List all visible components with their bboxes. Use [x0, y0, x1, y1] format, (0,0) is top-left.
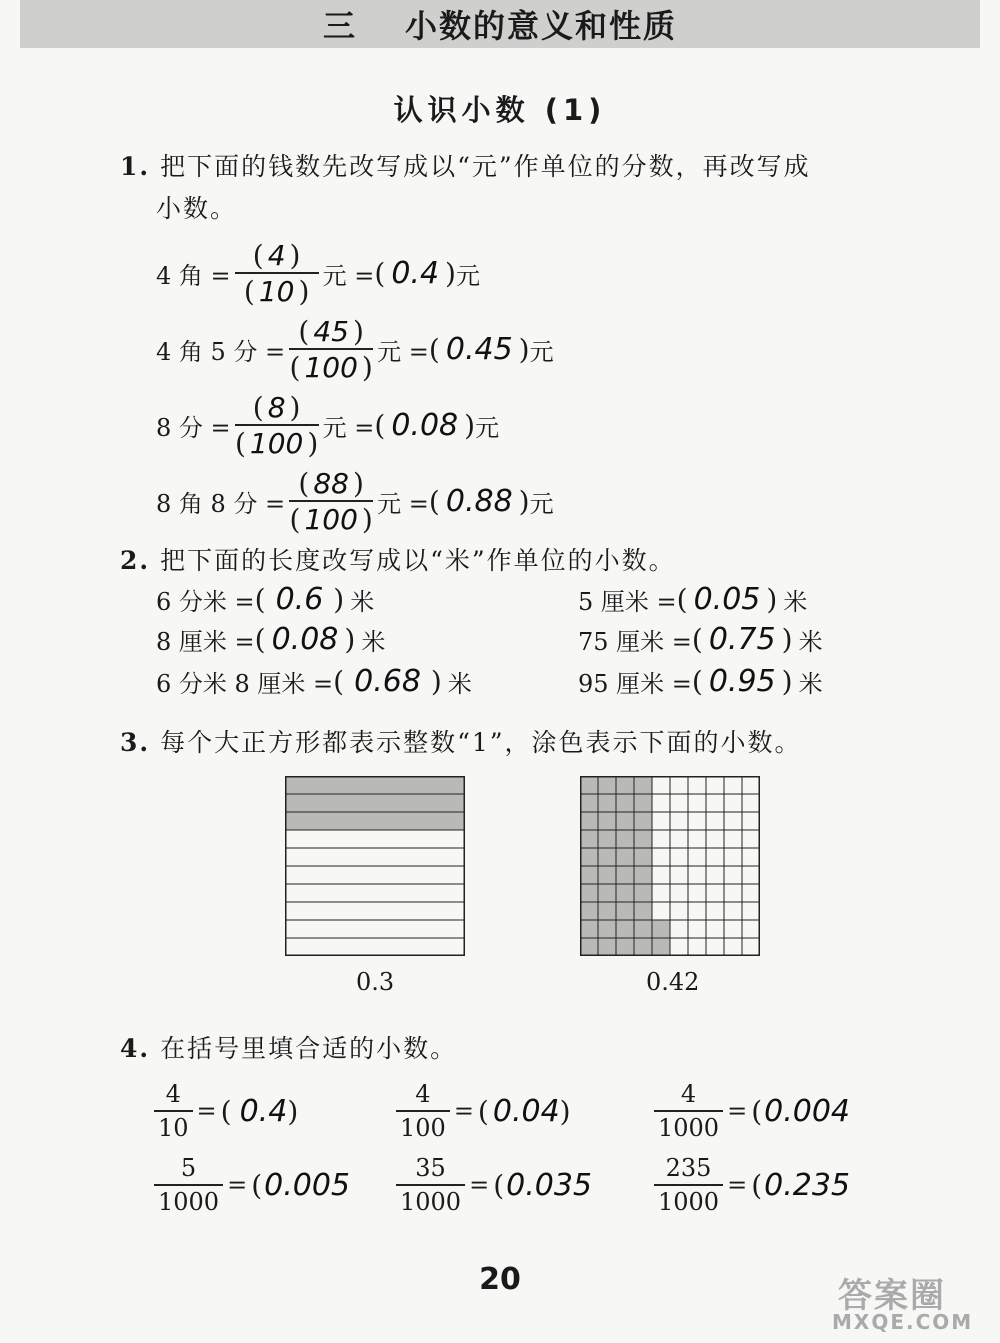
q1-numerator-answer: 45	[313, 314, 349, 348]
q2-answer: 0.08	[271, 622, 339, 657]
q4-fraction-numerator: 5	[180, 1154, 197, 1182]
q1-yuan-label: 元 =	[377, 337, 429, 366]
q4-fraction-denominator: 1000	[658, 1114, 720, 1142]
q4-item: 4 100 = ( 0.04 )	[398, 1080, 571, 1142]
q2-answer: 0.75	[708, 622, 776, 657]
tenths-square	[285, 776, 465, 956]
q2-answer: 0.68	[354, 664, 421, 699]
q1-fraction: ( 8 ) ( 100 )	[234, 390, 319, 460]
q1-yuan-label: 元 =	[322, 413, 375, 442]
q4-fraction-numerator: 35	[415, 1154, 446, 1182]
q1-row-label: 8 角 8 分 =	[156, 489, 286, 518]
q4-fraction-denominator: 10	[158, 1114, 189, 1142]
q4-fraction-numerator: 235	[665, 1154, 712, 1182]
q1-row-label: 4 角 5 分 =	[156, 337, 286, 366]
q4-fraction	[156, 1154, 221, 1216]
lesson-title: 认识小数 (1)	[393, 93, 607, 127]
q4-fraction-numerator: 4	[165, 1080, 181, 1108]
q2-prompt	[120, 540, 676, 582]
q2-unit: 米	[447, 670, 472, 698]
q2-unit: 米	[798, 628, 823, 656]
q1-decimal-answer: 0.88	[445, 483, 513, 519]
q1-decimal-answer: 0.08	[391, 407, 459, 443]
q2-prompt-text: 把下面的长度改写成以“米”作单位的小数。	[160, 546, 676, 575]
q1-yuan-unit: 元	[529, 337, 554, 366]
chapter-header	[20, 0, 980, 48]
q1-fraction: ( 45 ) ( 100 )	[289, 314, 373, 384]
q4-answer: 0.005	[264, 1167, 351, 1203]
chapter-unit: 三	[322, 7, 357, 45]
q2-answer: 0.05	[693, 582, 761, 617]
q4-fraction-denominator: 1000	[158, 1188, 220, 1216]
q2-item-label: 6 分米 8 厘米 =	[156, 670, 334, 698]
q1-row: 4 角 5 分 = ( 45 ) ( 100 ) 元 = ( 0.45 ) 元	[156, 314, 554, 384]
left-square-caption: 0.3	[356, 968, 395, 996]
q1-yuan-unit: 元	[455, 261, 480, 290]
q4-fraction	[398, 1080, 448, 1142]
q1-yuan-unit: 元	[529, 489, 554, 518]
watermark-logo: 答案圈	[838, 1276, 946, 1316]
q1-row: 4 角 = ( 4 ) ( 10 ) 元 = ( 0.4 ) 元	[156, 238, 480, 308]
q1-row-label: 8 分 =	[156, 413, 231, 442]
q4-answer: 0.004	[764, 1093, 851, 1129]
q4-fraction	[156, 1080, 191, 1142]
q4-item: 4 10 = ( 0.4 )	[156, 1080, 298, 1142]
q2-unit: 米	[361, 628, 386, 656]
hundredths-square	[580, 776, 760, 956]
right-square-caption: 0.42	[646, 968, 700, 996]
q4-fraction-numerator: 4	[415, 1080, 431, 1108]
q1-decimal-answer: 0.4	[391, 255, 440, 291]
q1-decimal-answer: 0.45	[445, 331, 513, 367]
q1-yuan-unit: 元	[475, 413, 500, 442]
q1-denominator-answer: 100	[304, 502, 358, 536]
q4-prompt	[120, 1028, 457, 1070]
q2-answer: 0.95	[708, 664, 776, 699]
q2-item: 6 分米 = ( 0.6 ) 米	[156, 582, 375, 617]
shaded-region	[285, 776, 465, 830]
q4-fraction-denominator: 1000	[400, 1188, 462, 1216]
q2-item: 8 厘米 = ( 0.08 ) 米	[156, 622, 386, 657]
page-number: 20	[479, 1262, 521, 1297]
q4-fraction-denominator: 100	[400, 1114, 446, 1142]
q4-fraction-numerator: 4	[680, 1080, 697, 1108]
q1-denominator-answer: 100	[304, 350, 358, 384]
q4-item: 235 1000 = ( 0.235	[656, 1154, 850, 1216]
q2-unit: 米	[798, 670, 823, 698]
q2-item: 95 厘米 = ( 0.95 ) 米	[578, 664, 823, 699]
q4-answer: 0.035	[506, 1167, 593, 1203]
q2-number: 2.	[120, 546, 151, 575]
q4-answer: 0.235	[764, 1167, 851, 1203]
q4-number: 4.	[120, 1034, 151, 1063]
q1-numerator-answer: 4	[267, 238, 286, 272]
q1-prompt	[120, 146, 811, 230]
q4-fraction	[656, 1154, 721, 1216]
q4-item: 5 1000 = ( 0.005	[156, 1154, 350, 1216]
q1-yuan-label: 元 =	[322, 261, 375, 290]
q2-item-label: 95 厘米 =	[578, 670, 692, 698]
q4-prompt-text: 在括号里填合适的小数。	[160, 1034, 458, 1063]
q1-numerator-answer: 88	[313, 466, 349, 500]
q4-fraction	[656, 1080, 721, 1142]
q3-prompt	[120, 722, 802, 764]
q3-prompt-text: 每个大正方形都表示整数“1”，涂色表示下面的小数。	[160, 728, 802, 757]
q4-item: 35 1000 = ( 0.035	[398, 1154, 592, 1216]
q1-row: 8 角 8 分 = ( 88 ) ( 100 ) 元 = ( 0.88 ) 元	[156, 466, 554, 536]
q4-fraction	[398, 1154, 463, 1216]
q2-item-label: 8 厘米 =	[156, 628, 255, 656]
q1-row: 8 分 = ( 8 ) ( 100 ) 元 = ( 0.08 ) 元	[156, 390, 500, 460]
q4-item: 4 1000 = ( 0.004	[656, 1080, 850, 1142]
q2-item-label: 6 分米 =	[156, 588, 255, 616]
q1-prompt-line1: 把下面的钱数先改写成以“元”作单位的分数，再改写成	[160, 152, 811, 181]
q1-prompt-line2: 小数。	[156, 194, 238, 223]
q1-yuan-label: 元 =	[377, 489, 429, 518]
q2-item-label: 5 厘米 =	[578, 588, 677, 616]
q1-denominator-answer: 10	[258, 274, 295, 308]
q2-item: 75 厘米 = ( 0.75 ) 米	[578, 622, 823, 657]
q2-unit: 米	[783, 588, 808, 616]
q2-unit: 米	[350, 588, 375, 616]
q2-item-label: 75 厘米 =	[578, 628, 692, 656]
q4-answer: 0.4	[239, 1093, 288, 1129]
watermark-url: MXQE.COM	[832, 1310, 974, 1334]
q1-fraction: ( 4 ) ( 10 )	[235, 238, 319, 308]
q1-row-label: 4 角 =	[156, 261, 231, 290]
q1-denominator-answer: 100	[249, 426, 304, 460]
chapter-title: 小数的意义和性质	[405, 7, 678, 45]
q1-numerator-answer: 8	[267, 390, 286, 424]
q2-item: 6 分米 8 厘米 = ( 0.68 ) 米	[156, 664, 472, 699]
q1-fraction: ( 88 ) ( 100 )	[289, 466, 373, 536]
q4-answer: 0.04	[492, 1093, 560, 1129]
q4-fraction-denominator: 1000	[658, 1188, 720, 1216]
q2-item: 5 厘米 = ( 0.05 ) 米	[578, 582, 808, 617]
q3-number: 3.	[120, 728, 151, 757]
q2-answer: 0.6	[275, 582, 324, 617]
q1-number: 1.	[120, 152, 151, 181]
